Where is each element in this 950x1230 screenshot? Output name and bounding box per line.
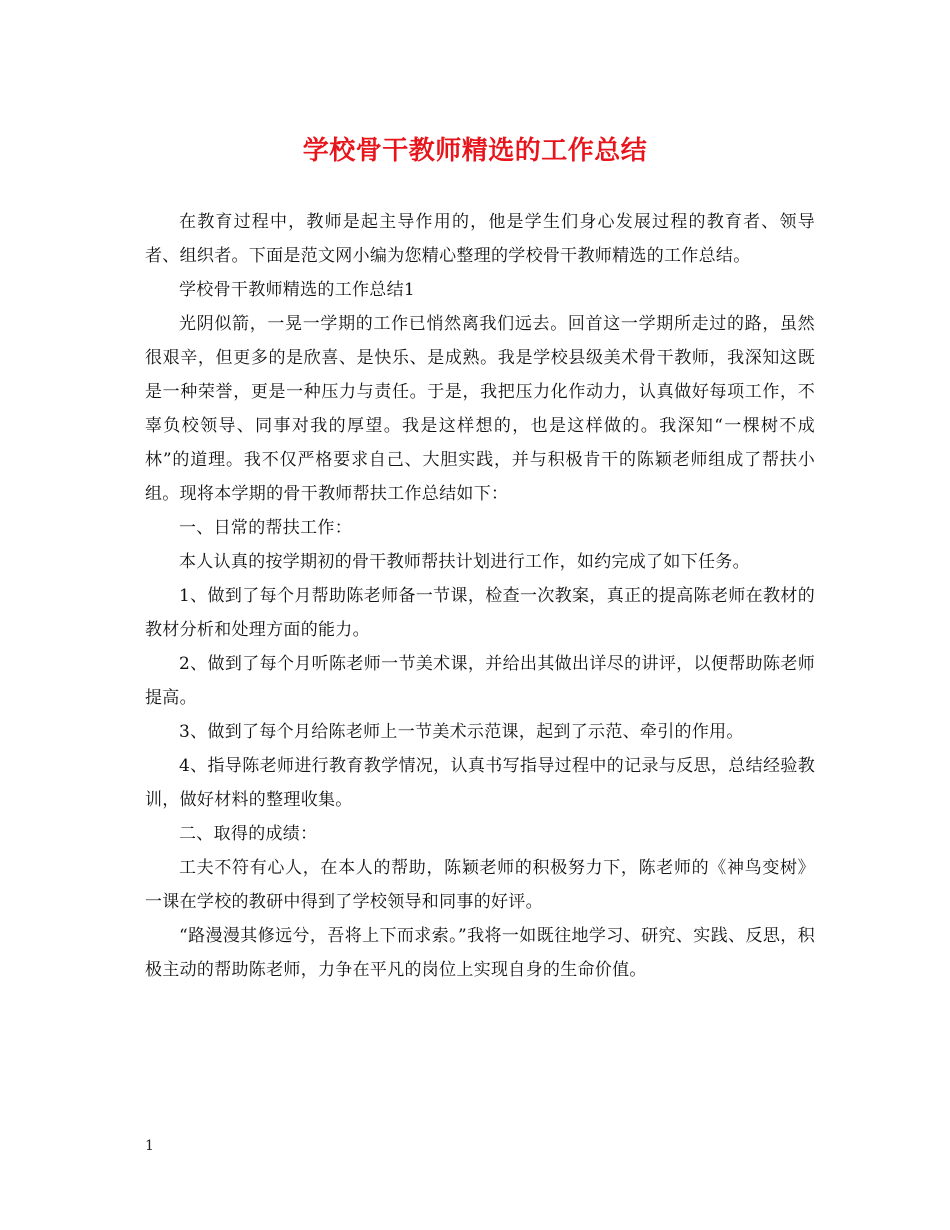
- paragraph-item-4: 4、指导陈老师进行教育教学情况，认真书写指导过程中的记录与反思，总结经验教训，做好材料的整理收集。: [145, 756, 815, 810]
- paragraph-item-3: 3、做到了每个月给陈老师上一节美术示范课，起到了示范、牵引的作用。: [179, 722, 744, 742]
- paragraph-heading-achievements: 二、取得的成绩：: [179, 824, 318, 844]
- paragraph-plan: 本人认真的按学期初的骨干教师帮扶计划进行工作，如约完成了如下任务。: [179, 552, 750, 572]
- paragraph-conclusion: “路漫漫其修远兮，吾将上下而求索。”我将一如既往地学习、研究、实践、反思，积极主动的帮助陈老师，力争在平凡的岗位上实现自身的生命价值。: [145, 926, 815, 980]
- paragraph-overview: 光阴似箭，一晃一学期的工作已悄然离我们远去。回首这一学期所走过的路，虽然很艰辛，但更多的是欣喜、是快乐、是成熟。我是学校县级美术骨干教师，我深知这既是一种荣誉，更是一种压力与责任。于是，我把压力化作动力，认真做好每项工作，不辜负校领导、同事对我的厚望。我是这样想的，也是这样做的。我深知“一棵树不成林”的道理。我不仅严格要求自己、大胆实践，并与积极肯干的陈颖老师组成了帮扶小组。现将本学期的骨干教师帮扶工作总结如下：: [145, 314, 815, 504]
- page-number: 1: [145, 1138, 154, 1154]
- paragraph-section-heading: 学校骨干教师精选的工作总结1: [179, 280, 416, 300]
- document-body: [145, 205, 815, 987]
- paragraph-achievement: 工夫不符有心人，在本人的帮助，陈颖老师的积极努力下，陈老师的《神鸟变树》一课在学校的教研中得到了学校领导和同事的好评。: [145, 858, 815, 912]
- paragraph-item-2: 2、做到了每个月听陈老师一节美术课，并给出其做出详尽的讲评，以便帮助陈老师提高。: [145, 654, 815, 708]
- paragraph-heading-daily-work: 一、日常的帮扶工作：: [179, 518, 352, 538]
- paragraph-item-1: 1、做到了每个月帮助陈老师备一节课，检查一次教案，真正的提高陈老师在教材的教材分析和处理方面的能力。: [145, 586, 815, 640]
- document-title: 学校骨干教师精选的工作总结: [302, 136, 648, 166]
- paragraph-intro: 在教育过程中，教师是起主导作用的，他是学生们身心发展过程的教育者、领导者、组织者。下面是范文网小编为您精心整理的学校骨干教师精选的工作总结。: [145, 212, 815, 266]
